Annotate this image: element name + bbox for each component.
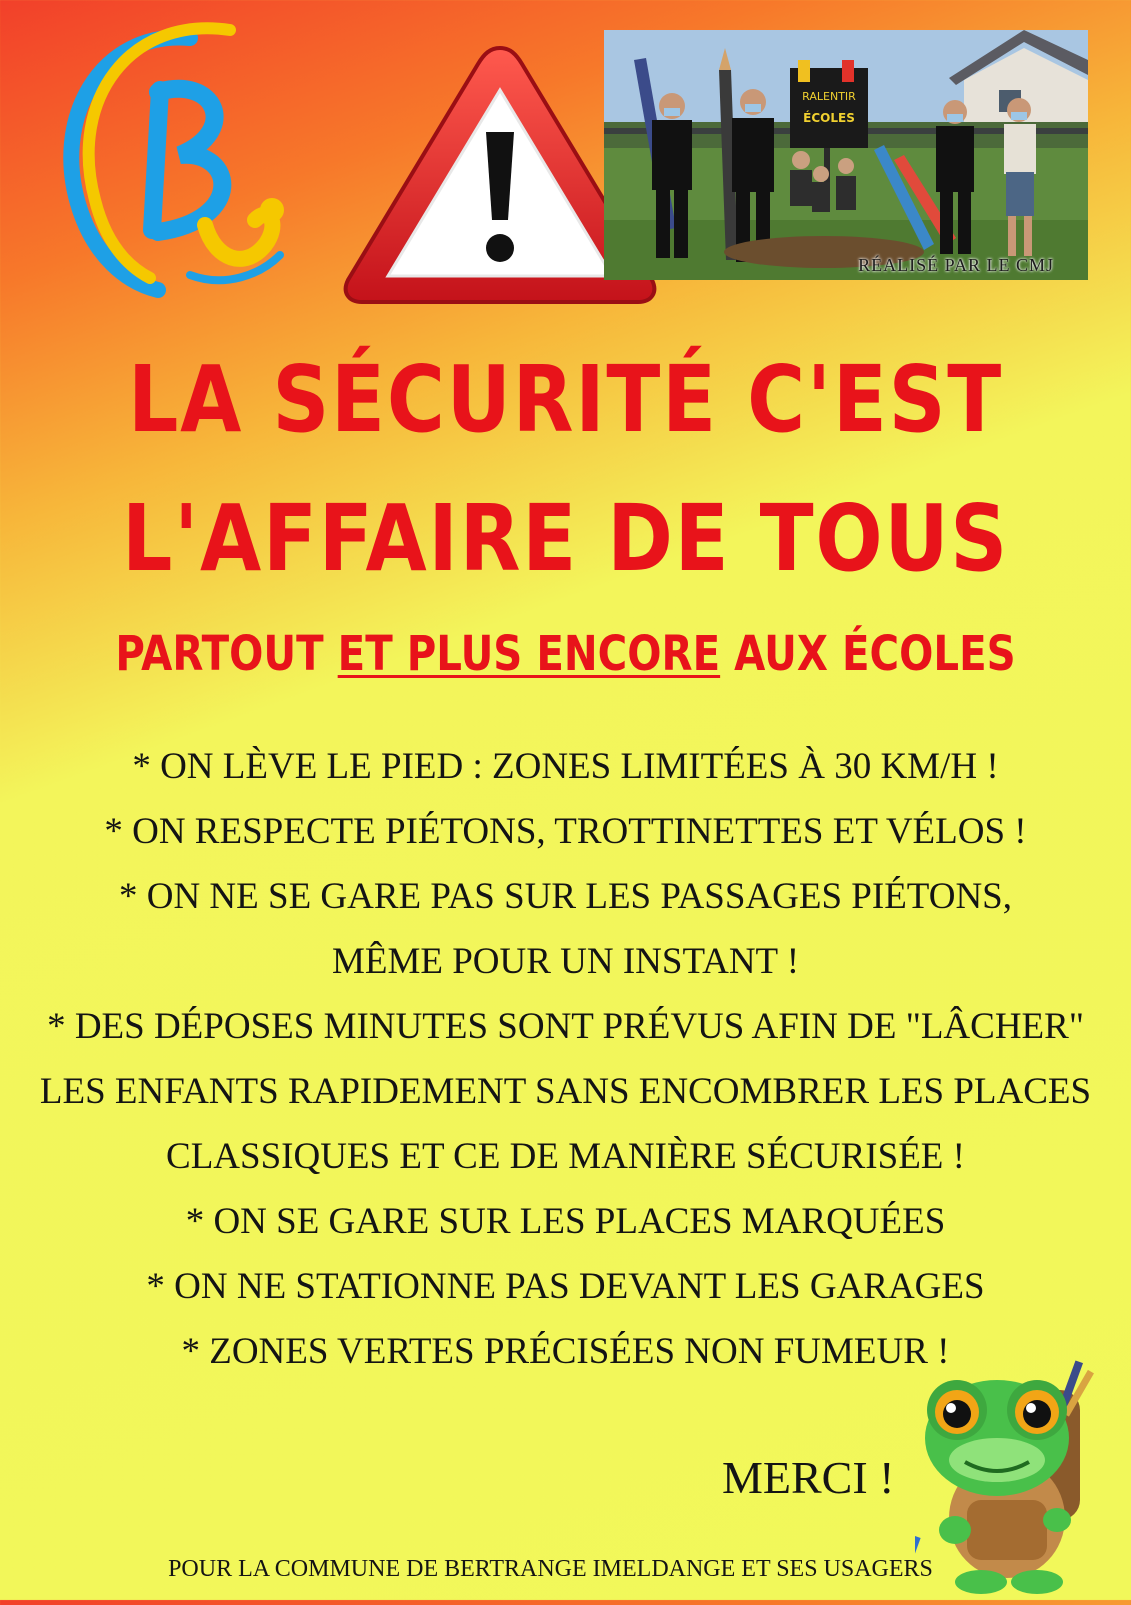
bertrange-imeldange-logo-icon — [40, 20, 300, 310]
subtitle-part-1: PARTOUT — [115, 626, 338, 682]
rule-line: * ZONES VERTES PRÉCISÉES NON FUMEUR ! — [181, 1331, 950, 1372]
rule-line: * ON RESPECTE PIÉTONS, TROTTINETTES ET VÉLOS ! — [104, 811, 1027, 852]
rule-line: * ON NE SE GARE PAS SUR LES PASSAGES PIÉTONS, — [118, 876, 1013, 917]
footer-text: POUR LA COMMUNE DE BERTRANGE IMELDANGE ET SES USAGERS — [168, 1556, 933, 1582]
main-title-line-1: LA SÉCURITÉ C'EST — [128, 346, 1003, 453]
thanks-text: MERCI ! — [722, 1452, 895, 1503]
sign-text-ralentir: RALENTIR — [802, 90, 856, 103]
commune-logo — [40, 20, 300, 310]
subtitle-part-3: AUX ÉCOLES — [720, 626, 1016, 682]
photo-caption: RÉALISÉ PAR LE CMJ — [858, 255, 1054, 275]
sign-text-ecoles: ÉCOLES — [803, 111, 855, 125]
cmj-photo — [604, 30, 1088, 280]
main-title-line-2: L'AFFAIRE DE TOUS — [121, 485, 1010, 592]
rule-line: * DES DÉPOSES MINUTES SONT PRÉVUS AFIN DE "LÂCHER" — [47, 1006, 1084, 1047]
rule-line: CLASSIQUES ET CE DE MANIÈRE SÉCURISÉE ! — [166, 1136, 965, 1177]
subtitle-emphasis: ET PLUS ENCORE — [337, 626, 721, 682]
rule-line: MÊME POUR UN INSTANT ! — [331, 941, 800, 982]
rule-line: LES ENFANTS RAPIDEMENT SANS ENCOMBRER LES PLACES — [39, 1071, 1092, 1112]
rules-list — [0, 734, 1131, 1384]
rule-line: * ON SE GARE SUR LES PLACES MARQUÉES — [185, 1201, 946, 1242]
subtitle — [90, 622, 1040, 686]
photo-illustration — [604, 30, 1088, 280]
rule-line: * ON LÈVE LE PIED : ZONES LIMITÉES À 30 KM/H ! — [132, 746, 999, 787]
rule-line: * ON NE STATIONNE PAS DEVANT LES GARAGES — [146, 1266, 985, 1307]
